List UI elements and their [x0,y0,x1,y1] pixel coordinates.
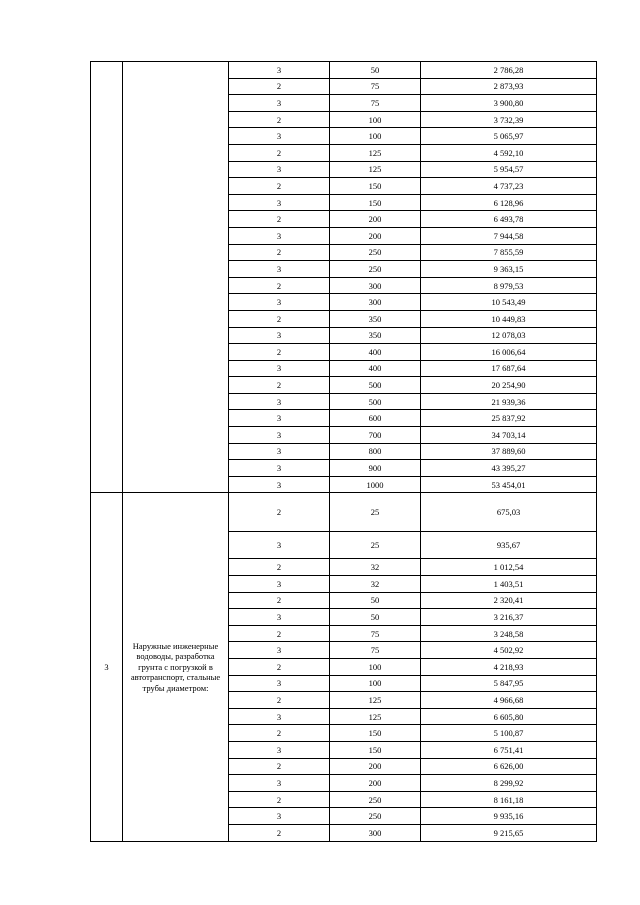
price-cell: 25 837,92 [421,410,597,427]
diameter-cell: 350 [330,327,421,344]
diameter-cell: 75 [330,642,421,659]
diameter-cell: 150 [330,741,421,758]
diameter-cell: 300 [330,824,421,841]
diameter-cell: 300 [330,277,421,294]
category-cell: 3 [229,476,330,493]
diameter-cell: 300 [330,294,421,311]
price-cell: 3 216,37 [421,609,597,626]
item-description: Наружные инженерные водоводы, разработка грунта с погрузкой в автотранспорт, стальные трубы диаметром: [123,493,229,841]
diameter-cell: 250 [330,244,421,261]
section-b-body [91,493,597,841]
price-cell: 37 889,60 [421,443,597,460]
diameter-cell: 125 [330,144,421,161]
price-cell: 675,03 [421,493,597,532]
description-cell-empty [123,62,229,493]
category-cell: 3 [229,294,330,311]
category-cell: 2 [229,377,330,394]
price-cell: 9 935,16 [421,808,597,825]
diameter-cell: 50 [330,592,421,609]
price-cell: 8 161,18 [421,791,597,808]
category-cell: 3 [229,808,330,825]
category-cell: 2 [229,111,330,128]
price-cell: 53 454,01 [421,476,597,493]
category-cell: 2 [229,758,330,775]
category-cell: 2 [229,493,330,532]
number-cell-empty [91,62,123,493]
diameter-cell: 100 [330,659,421,676]
diameter-cell: 100 [330,675,421,692]
category-cell: 2 [229,310,330,327]
diameter-cell: 700 [330,427,421,444]
diameter-cell: 250 [330,261,421,278]
diameter-cell: 250 [330,791,421,808]
price-cell: 935,67 [421,532,597,559]
price-cell: 2 873,93 [421,78,597,95]
price-cell: 6 128,96 [421,194,597,211]
price-cell: 4 737,23 [421,178,597,195]
category-cell: 3 [229,327,330,344]
category-cell: 2 [229,178,330,195]
category-cell: 3 [229,161,330,178]
diameter-cell: 75 [330,95,421,112]
item-number: 3 [91,493,123,841]
price-cell: 4 502,92 [421,642,597,659]
diameter-cell: 150 [330,725,421,742]
category-cell: 2 [229,791,330,808]
category-cell: 2 [229,592,330,609]
section-a-body [91,62,597,493]
price-cell: 10 449,83 [421,310,597,327]
category-cell: 3 [229,410,330,427]
category-cell: 2 [229,211,330,228]
diameter-cell: 250 [330,808,421,825]
category-cell: 2 [229,659,330,676]
price-cell: 8 299,92 [421,775,597,792]
category-cell: 2 [229,244,330,261]
category-cell: 2 [229,144,330,161]
diameter-cell: 1000 [330,476,421,493]
price-cell: 6 605,80 [421,708,597,725]
price-cell: 16 006,64 [421,344,597,361]
diameter-cell: 50 [330,62,421,79]
category-cell: 2 [229,277,330,294]
diameter-cell: 75 [330,78,421,95]
category-cell: 3 [229,708,330,725]
category-cell: 3 [229,460,330,477]
price-cell: 4 218,93 [421,659,597,676]
price-cell: 7 944,58 [421,227,597,244]
price-table [90,61,597,842]
price-cell: 34 703,14 [421,427,597,444]
diameter-cell: 125 [330,161,421,178]
price-cell: 4 966,68 [421,692,597,709]
price-cell: 5 954,57 [421,161,597,178]
price-cell: 6 626,00 [421,758,597,775]
price-cell: 1 012,54 [421,559,597,576]
price-cell: 7 855,59 [421,244,597,261]
diameter-cell: 350 [330,310,421,327]
category-cell: 2 [229,344,330,361]
category-cell: 3 [229,532,330,559]
diameter-cell: 25 [330,493,421,532]
category-cell: 3 [229,642,330,659]
diameter-cell: 100 [330,111,421,128]
diameter-cell: 75 [330,625,421,642]
table-row [91,493,597,532]
price-cell: 9 215,65 [421,824,597,841]
diameter-cell: 200 [330,211,421,228]
price-cell: 43 395,27 [421,460,597,477]
price-cell: 2 320,41 [421,592,597,609]
category-cell: 3 [229,62,330,79]
diameter-cell: 125 [330,692,421,709]
category-cell: 3 [229,609,330,626]
price-cell: 21 939,36 [421,393,597,410]
category-cell: 3 [229,576,330,593]
category-cell: 3 [229,443,330,460]
category-cell: 3 [229,95,330,112]
diameter-cell: 900 [330,460,421,477]
diameter-cell: 150 [330,178,421,195]
price-cell: 3 732,39 [421,111,597,128]
category-cell: 2 [229,824,330,841]
price-cell: 17 687,64 [421,360,597,377]
price-cell: 4 592,10 [421,144,597,161]
diameter-cell: 400 [330,344,421,361]
diameter-cell: 32 [330,576,421,593]
price-cell: 3 900,80 [421,95,597,112]
diameter-cell: 125 [330,708,421,725]
diameter-cell: 800 [330,443,421,460]
diameter-cell: 500 [330,377,421,394]
price-cell: 10 543,49 [421,294,597,311]
category-cell: 2 [229,625,330,642]
table-row [91,62,597,79]
category-cell: 3 [229,261,330,278]
diameter-cell: 200 [330,227,421,244]
price-cell: 3 248,58 [421,625,597,642]
price-cell: 9 363,15 [421,261,597,278]
category-cell: 2 [229,692,330,709]
category-cell: 3 [229,128,330,145]
diameter-cell: 100 [330,128,421,145]
price-cell: 5 065,97 [421,128,597,145]
price-cell: 2 786,28 [421,62,597,79]
price-cell: 6 493,78 [421,211,597,228]
category-cell: 3 [229,427,330,444]
price-cell: 5 847,95 [421,675,597,692]
price-cell: 6 751,41 [421,741,597,758]
diameter-cell: 50 [330,609,421,626]
price-cell: 8 979,53 [421,277,597,294]
price-cell: 1 403,51 [421,576,597,593]
diameter-cell: 32 [330,559,421,576]
diameter-cell: 150 [330,194,421,211]
category-cell: 3 [229,393,330,410]
diameter-cell: 200 [330,775,421,792]
category-cell: 2 [229,725,330,742]
category-cell: 3 [229,741,330,758]
category-cell: 3 [229,194,330,211]
category-cell: 2 [229,78,330,95]
category-cell: 2 [229,559,330,576]
category-cell: 3 [229,360,330,377]
category-cell: 3 [229,227,330,244]
category-cell: 3 [229,675,330,692]
price-cell: 5 100,87 [421,725,597,742]
diameter-cell: 200 [330,758,421,775]
diameter-cell: 25 [330,532,421,559]
diameter-cell: 400 [330,360,421,377]
diameter-cell: 500 [330,393,421,410]
diameter-cell: 600 [330,410,421,427]
category-cell: 3 [229,775,330,792]
price-cell: 12 078,03 [421,327,597,344]
price-cell: 20 254,90 [421,377,597,394]
